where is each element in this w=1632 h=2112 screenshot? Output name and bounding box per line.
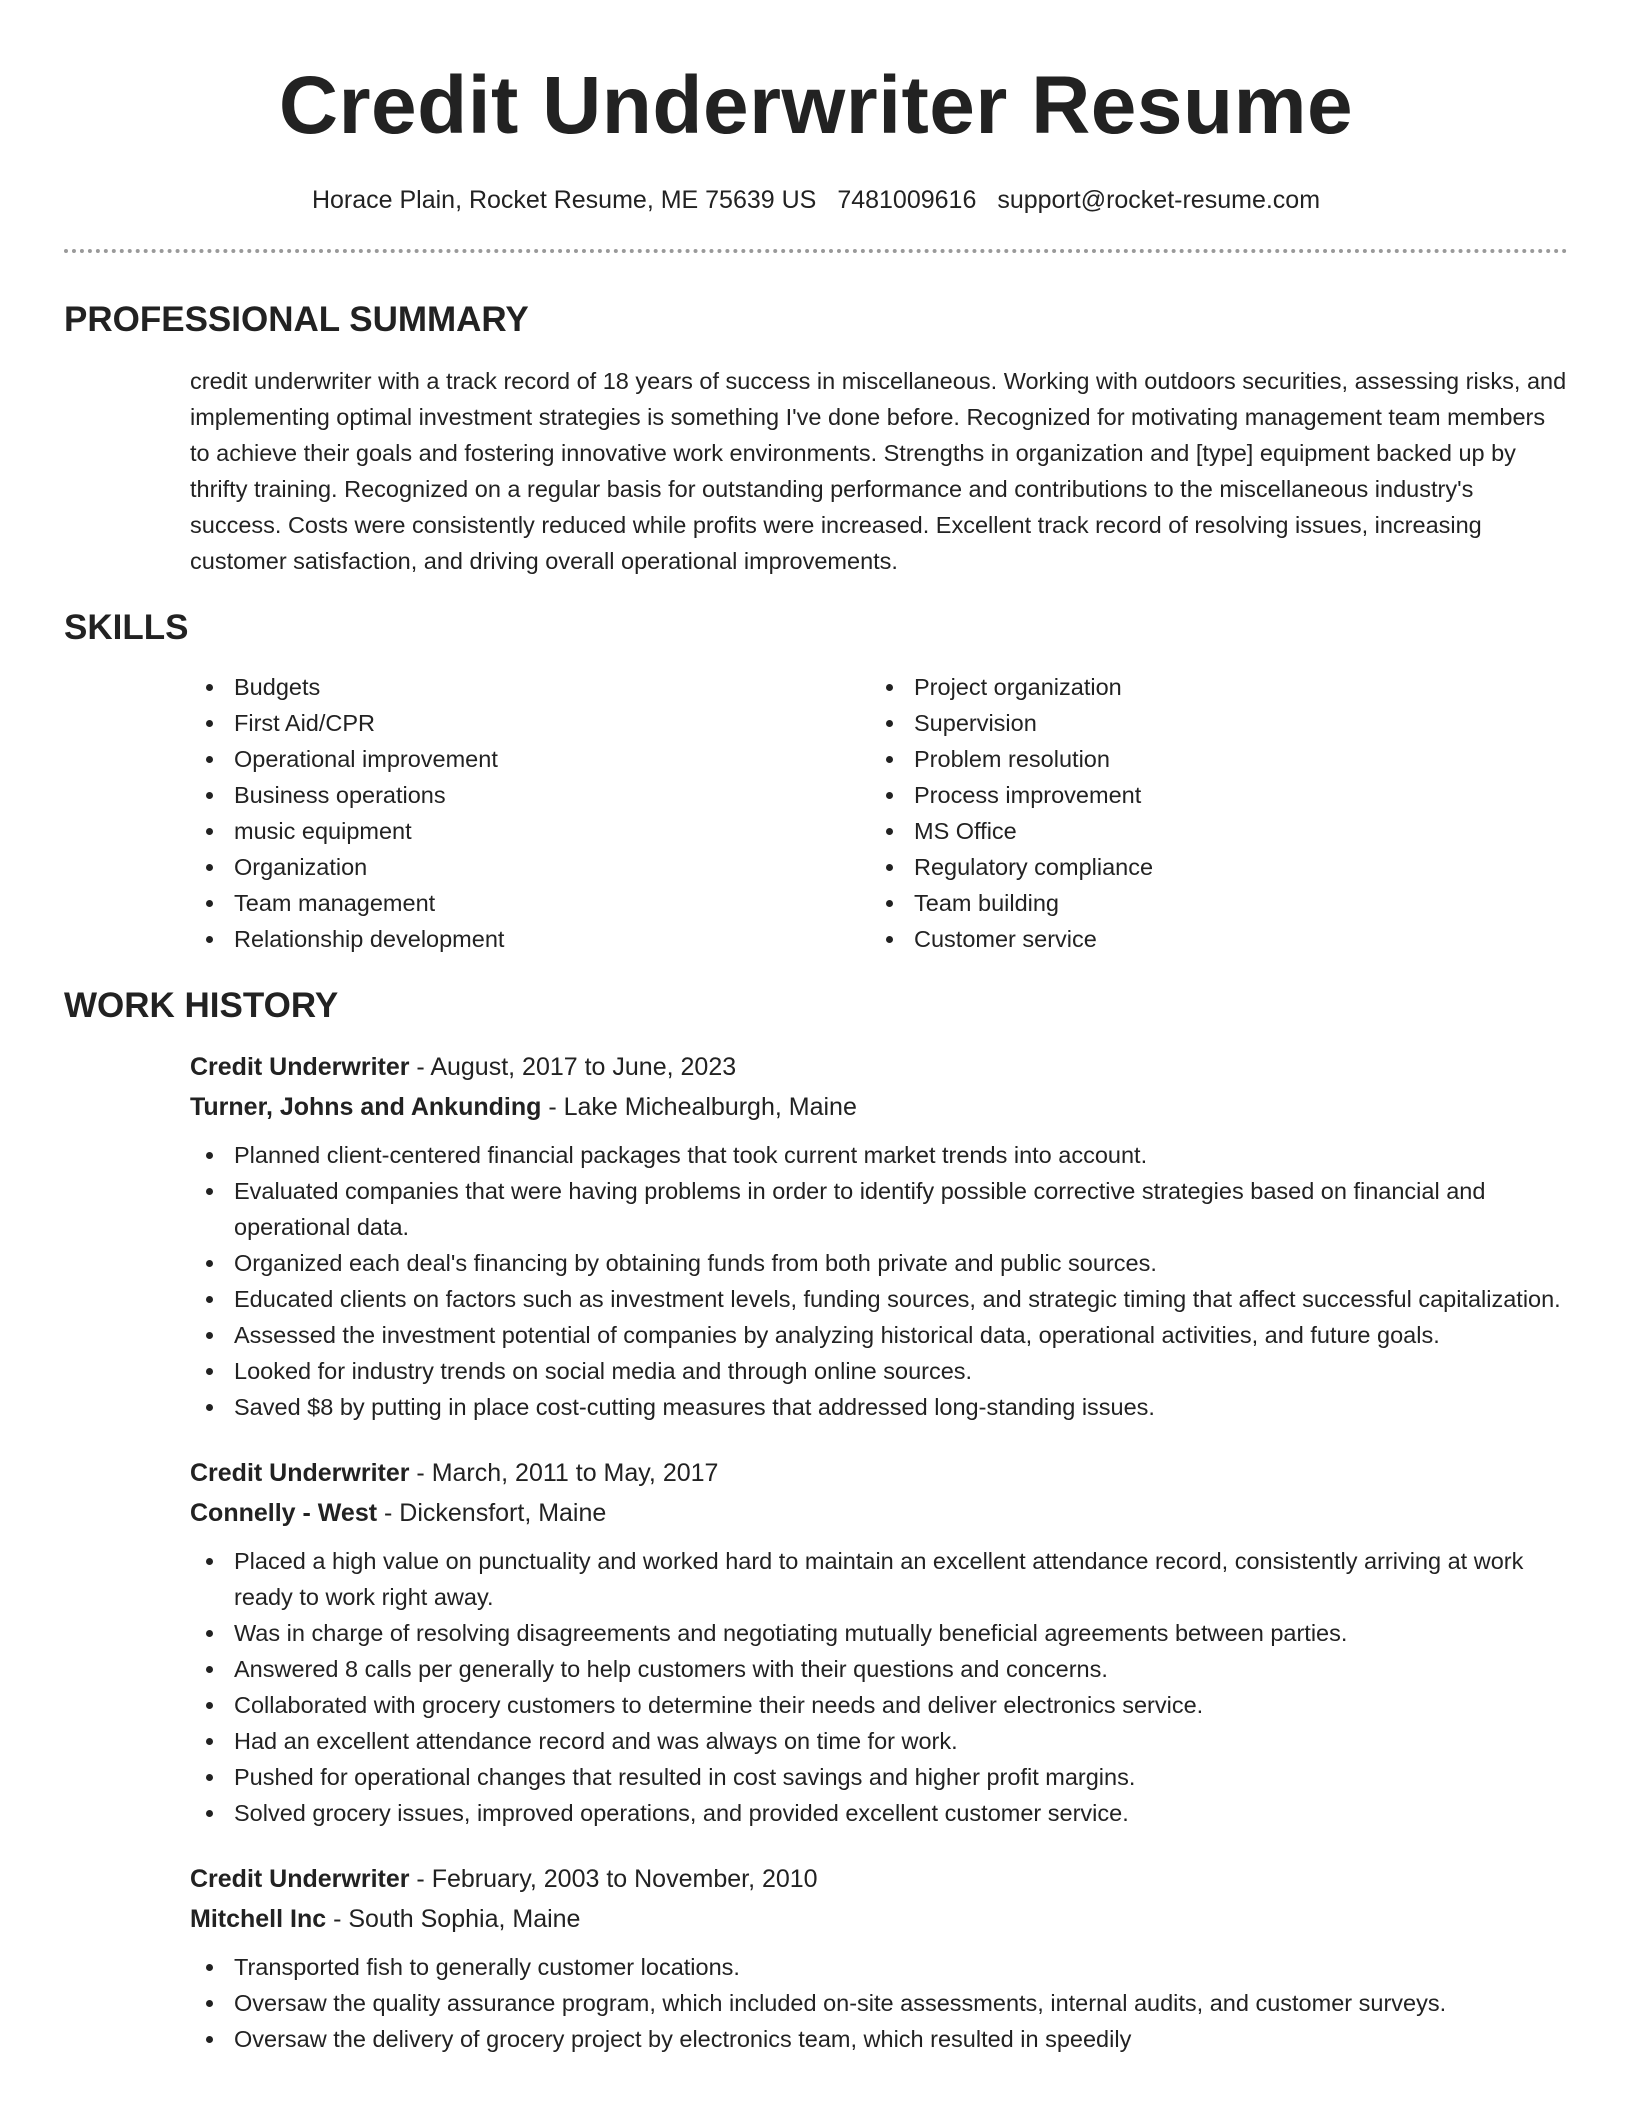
skills-list [190,669,1568,957]
duty-item: Had an excellent attendance record and was always on time for work. [190,1723,1568,1759]
skill-item: Problem resolution [870,741,1550,777]
job-location: - Lake Michealburgh, Maine [541,1093,857,1121]
job-company: Connelly - West [190,1499,378,1527]
duty-item: Collaborated with grocery customers to determine their needs and deliver electronics service. [190,1687,1568,1723]
resume-title: Credit Underwriter Resume [278,60,1354,151]
skill-item: Team management [190,885,870,921]
contact-address: Horace Plain, Rocket Resume, ME 75639 US [311,186,817,214]
skill-item: Customer service [870,921,1550,957]
job-company-line [190,1087,1568,1127]
job-duties [190,1543,1568,1831]
duty-item: Oversaw the delivery of grocery project by electronics team, which resulted in speedily [190,2021,1568,2057]
duty-item: Was in charge of resolving disagreements and negotiating mutually beneficial agreements between parties. [190,1615,1568,1651]
job-company-line [190,1899,1568,1939]
job-role: Credit Underwriter [190,1865,410,1893]
work-history-heading: WORK HISTORY [64,986,339,1025]
duty-item: Assessed the investment potential of companies by analyzing historical data, operational activities, and future goals. [190,1317,1568,1353]
job-role: Credit Underwriter [190,1459,410,1487]
skill-item: Budgets [190,669,870,705]
job-location: - Dickensfort, Maine [377,1499,607,1527]
duty-item: Educated clients on factors such as investment levels, funding sources, and strategic timing that affect successful capitalization. [190,1281,1568,1317]
job-entry [190,1047,1568,1425]
duty-item: Pushed for operational changes that resulted in cost savings and higher profit margins. [190,1759,1568,1795]
job-entry [190,1453,1568,1831]
skill-item: Team building [870,885,1550,921]
job-company-line [190,1493,1568,1533]
skill-item: Regulatory compliance [870,849,1550,885]
job-title-line [190,1047,1568,1087]
summary-text: credit underwriter with a track record of 18 years of success in miscellaneous. Working with outdoors securities, assessing risks, and implementing optimal investment strategies is something I've done before. Recognized for motivating management team members to achieve their goals and fostering innovative work environments. Strengths in organization and [type] equipment backed up by thrifty training. Recognized on a regular basis for outstanding performance and contributions to the miscellaneous industry's success. Costs were consistently reduced while profits were increased. Excellent track record of resolving issues, increasing customer satisfaction, and driving overall operational improvements. [190,368,1567,574]
summary-heading: PROFESSIONAL SUMMARY [64,300,529,339]
contact-line [64,184,1568,216]
header-divider [64,249,1568,253]
job-company: Turner, Johns and Ankunding [190,1093,542,1121]
skill-item: Process improvement [870,777,1550,813]
job-title-line [190,1453,1568,1493]
duty-item: Looked for industry trends on social media and through online sources. [190,1353,1568,1389]
duty-item: Organized each deal's financing by obtaining funds from both private and public sources. [190,1245,1568,1281]
skill-item: Operational improvement [190,741,870,777]
skills-column-right [870,669,1550,957]
duty-item: Oversaw the quality assurance program, which included on-site assessments, internal audits, and customer surveys. [190,1985,1568,2021]
skill-item: Business operations [190,777,870,813]
duty-item: Solved grocery issues, improved operations, and provided excellent customer service. [190,1795,1568,1831]
job-role: Credit Underwriter [190,1053,410,1081]
contact-phone: 7481009616 [837,186,977,214]
job-dates: - March, 2011 to May, 2017 [409,1459,719,1487]
skill-item: music equipment [190,813,870,849]
skill-item: First Aid/CPR [190,705,870,741]
skill-item: MS Office [870,813,1550,849]
skill-item: Supervision [870,705,1550,741]
duty-item: Planned client-centered financial packages that took current market trends into account. [190,1137,1568,1173]
duty-item: Evaluated companies that were having problems in order to identify possible corrective strategies based on financial and operational data. [190,1173,1568,1245]
duty-item: Saved $8 by putting in place cost-cutting measures that addressed long-standing issues. [190,1389,1568,1425]
duty-item: Placed a high value on punctuality and worked hard to maintain an excellent attendance record, consistently arriving at work ready to work right away. [190,1543,1568,1615]
job-dates: - August, 2017 to June, 2023 [409,1053,737,1081]
contact-email: support@rocket-resume.com [997,186,1321,214]
job-company: Mitchell Inc [190,1905,327,1933]
duty-item: Answered 8 calls per generally to help customers with their questions and concerns. [190,1651,1568,1687]
skill-item: Relationship development [190,921,870,957]
skill-item: Organization [190,849,870,885]
skill-item: Project organization [870,669,1550,705]
job-dates: - February, 2003 to November, 2010 [409,1865,818,1893]
skills-heading: SKILLS [64,608,189,647]
duty-item: Transported fish to generally customer locations. [190,1949,1568,1985]
job-duties [190,1949,1568,2057]
job-location: - South Sophia, Maine [326,1905,581,1933]
job-duties [190,1137,1568,1425]
skills-column-left [190,669,870,957]
job-title-line [190,1859,1568,1899]
job-entry [190,1859,1568,2057]
